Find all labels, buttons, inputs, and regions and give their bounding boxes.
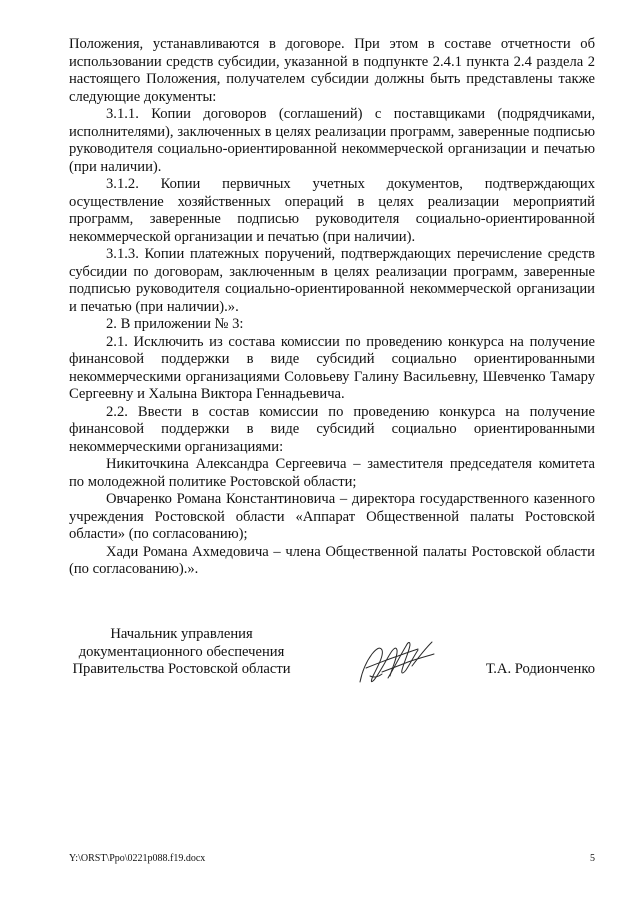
paragraph: Хади Романа Ахмедовича – члена Общественной палаты Ростовской области (по согласованию).». bbox=[69, 543, 595, 577]
paragraph: Положения, устанавливаются в договоре. При этом в составе отчетности об использовании средств субсидии, указанной в подпункте 2.4.1 пункта 2.4 раздела 2 настоящего Положения, получателем субсидии должны быть представлены также следующие документы: bbox=[69, 36, 595, 105]
handwritten-signature bbox=[352, 632, 442, 690]
document-body bbox=[69, 36, 595, 579]
file-path: Y:\ORST\Ppo\0221p088.f19.docx bbox=[69, 853, 206, 864]
paragraph: 2.1. Исключить из состава комиссии по проведению конкурса на получение финансовой поддержки в виде субсидий социально ориентированными некоммерческими организациями Соловьеву Галину Васильевну, Шевченко Тамару Сергеевну и Халына Виктора Геннадьевича. bbox=[69, 333, 595, 402]
signature-block bbox=[0, 626, 640, 696]
paragraph: 2. В приложении № 3: bbox=[106, 316, 244, 332]
paragraph: 3.1.1. Копии договоров (соглашений) с поставщиками (подрядчиками, исполнителями), заключенных в целях реализации программ, заверенные подписью руководителя социально-ориентированной некоммерческой организации и печатью (при наличии). bbox=[69, 106, 595, 175]
signer-position-line: Начальник управления bbox=[110, 626, 253, 642]
signer-position bbox=[69, 626, 294, 679]
paragraph: 3.1.2. Копии первичных учетных документов, подтверждающих осуществление хозяйственных операций в целях реализации мероприятий программ, заверенные подписью руководителя социально-ориентированной некоммерческой организации и печатью (при наличии). bbox=[69, 176, 595, 245]
paragraph: Овчаренко Романа Константиновича – директора государственного казенного учреждения Ростовской области «Аппарат Общественной палаты Ростовской области» (по согласованию); bbox=[69, 491, 595, 542]
signer-position-line: Правительства Ростовской области bbox=[72, 661, 291, 677]
signer-position-line: документационного обеспечения bbox=[78, 643, 285, 660]
paragraph: Никиточкина Александра Сергеевича – заместителя председателя комитета по молодежной политике Ростовской области; bbox=[69, 456, 595, 490]
page-number: 5 bbox=[590, 853, 595, 864]
paragraph: 2.2. Ввести в состав комиссии по проведению конкурса на получение финансовой поддержки в виде субсидий социально ориентированными некоммерческими организациями: bbox=[69, 403, 595, 455]
signer-name: Т.А. Родионченко bbox=[485, 661, 595, 677]
paragraph: 3.1.3. Копии платежных поручений, подтверждающих перечисление средств субсидии по договорам, заключенным в целях реализации программ, заверенные подписью руководителя социально-ориентированной некоммерческой организации и печатью (при наличии).». bbox=[69, 246, 595, 315]
